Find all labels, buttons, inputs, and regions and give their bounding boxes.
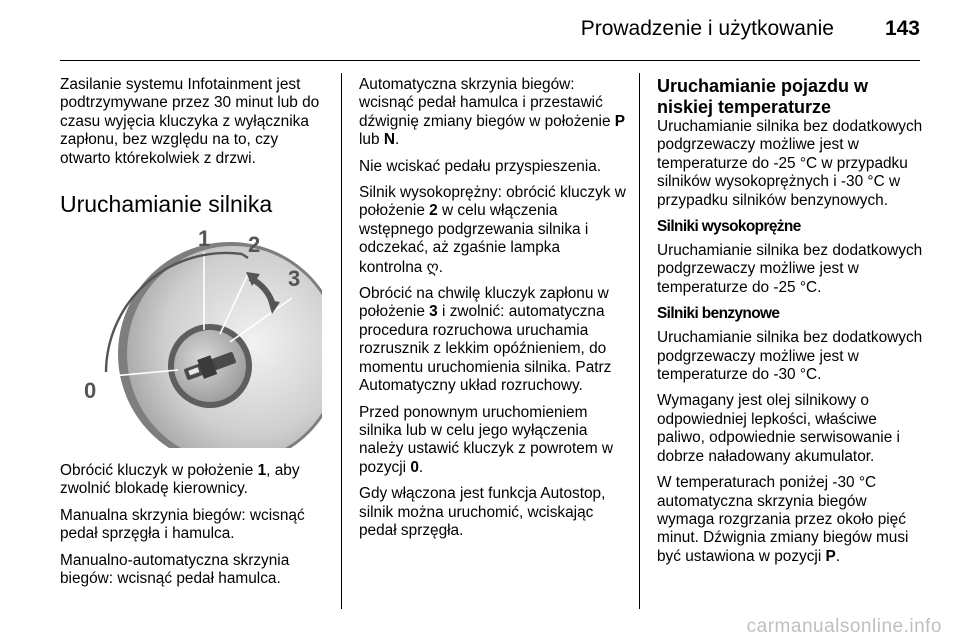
paragraph-semi-auto: Manualno-automatyczna skrzynia biegów: wcisnąć pedał hamulca. bbox=[60, 551, 290, 588]
column-divider bbox=[639, 73, 640, 609]
paragraph-diesel: Uruchamianie silnika bez dodatkowych podgrzewaczy możliwe jest w temperaturze do -25 °C. bbox=[657, 242, 923, 296]
diesel-heading: Silniki wysokoprężne bbox=[657, 218, 801, 236]
paragraph-requirements: Wymagany jest olej silnikowy o odpowiedniej lepkości, właściwe paliwo, odpowiednie serwisowanie i dobrze naładowany akumulator. bbox=[657, 392, 900, 465]
paragraph-crank: Obrócić na chwilę kluczyk zapłonu w położenie 3 i zwolnić: automatyczna procedura rozruchowa uruchamia rozrusznik z lekkim opóźnieniem, do momentu uruchomienia silnika. Patrz Automatyczny układ rozruchowy. bbox=[359, 285, 612, 395]
paragraph-automatic: Automatyczna skrzynia biegów: wcisnąć pedał hamulca i przestawić dźwignię zmiany biegów w położenie P lub N. bbox=[359, 76, 626, 149]
column-middle bbox=[359, 76, 627, 548]
paragraph-petrol: Uruchamianie silnika bez dodatkowych podgrzewaczy możliwe jest w temperaturze do -30 °C. bbox=[657, 329, 923, 384]
ignition-switch-illustration bbox=[60, 230, 322, 448]
paragraph-restart: Przed ponownym uruchomieniem silnika lub w celu jego wyłączenia należy ustawić kluczyk z powrotem w pozycji 0. bbox=[359, 403, 614, 476]
paragraph-cold-start: Uruchamianie silnika bez dodatkowych podgrzewaczy możliwe jest w temperaturze do -25 °C w przypadku silników wysokoprężnych i -30 °C w przypadku silników benzynowych. bbox=[657, 118, 923, 209]
label-position-0: 0 bbox=[84, 378, 97, 404]
paragraph-diesel-preheat: Silnik wysokoprężny: obrócić kluczyk w położenie 2 w celu włączenia wstępnego podgrzewania silnika i odczekać, aż zgaśnie lampka kontrolna ღ. bbox=[359, 184, 626, 276]
column-divider bbox=[341, 73, 342, 609]
paragraph-manual: Manualna skrzynia biegów: wcisnąć pedał sprzęgła i hamulca. bbox=[60, 506, 305, 543]
page-number: 143 bbox=[884, 17, 920, 40]
paragraph-no-accelerator: Nie wciskać pedału przyspieszenia. bbox=[359, 157, 602, 175]
label-position-3: 3 bbox=[288, 266, 301, 292]
intro-paragraph: Zasilanie systemu Infotainment jest podtrzymywane przez 30 minut lub do czasu wyjęcia kluczyka z wyłącznika zapłonu, bez względu na to, czy otwarto którekolwiek z drzwi. bbox=[60, 76, 320, 167]
label-position-2: 2 bbox=[248, 232, 261, 258]
column-left bbox=[60, 76, 326, 596]
column-right bbox=[657, 76, 927, 574]
petrol-heading: Silniki benzynowe bbox=[657, 305, 780, 323]
header-title: Prowadzenie i użytkowanie bbox=[580, 17, 834, 40]
ignition-switch-figure bbox=[60, 230, 322, 448]
section-title: Uruchamianie silnika bbox=[60, 191, 273, 218]
paragraph-turn-key: Obrócić kluczyk w położenie 1, aby zwolnić blokadę kierownicy. bbox=[60, 462, 300, 498]
page-header bbox=[60, 0, 920, 61]
watermark: carmanualsonline.info bbox=[746, 616, 942, 637]
cold-start-heading: Uruchamianie pojazdu w niskiej temperaturze bbox=[657, 76, 869, 117]
paragraph-autostop: Gdy włączona jest funkcja Autostop, silnik można uruchomić, wciskając pedał sprzęgła. bbox=[359, 485, 606, 539]
paragraph-below-30: W temperaturach poniżej -30 °C automatyczna skrzynia biegów wymaga rozgrzania przez około pięć minut. Dźwignia zmiany biegów musi być ustawiona w pozycji P. bbox=[657, 474, 909, 565]
preheat-warning-icon: ღ bbox=[426, 257, 439, 276]
label-position-1: 1 bbox=[198, 230, 211, 252]
